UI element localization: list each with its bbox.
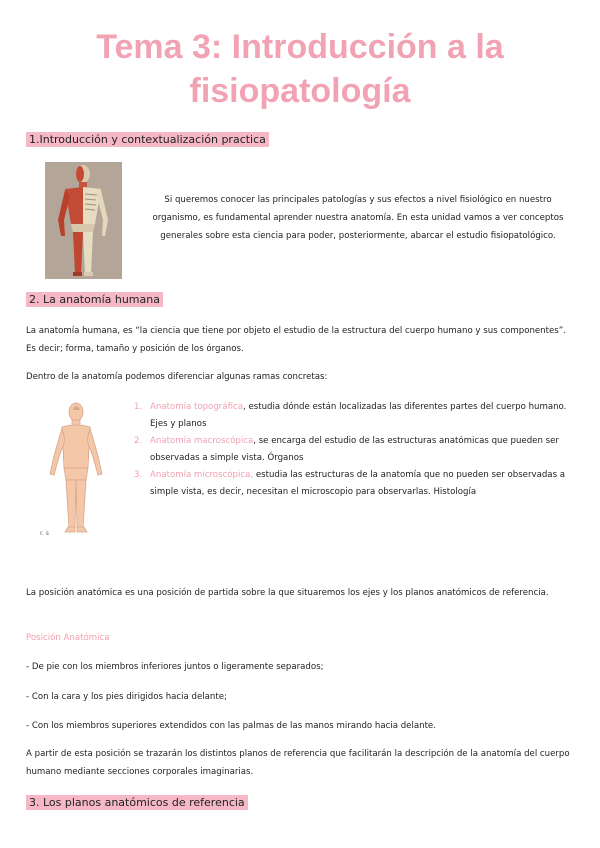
page-title-line-1: Tema 3: Introducción a la: [96, 28, 504, 66]
anatomy-definition-paragraph: La anatomía humana, es “la ciencia que tiene por objeto el estudio de la estructura del cuerpo humano y sus componentes”. Es decir; forma, tamaño y posición de los órganos.: [26, 326, 566, 354]
section-1-paragraph: Si queremos conocer las principales patologías y sus efectos a nivel fisiológico en nuestro organismo, es fundamental aprender nuestra anatomía. En esta unidad vamos a ver conceptos generales sobre esta ciencia para poder, posteriormente, abarcar el estudio fisiopatológico.: [152, 195, 564, 241]
branch-description: , estudia dónde están localizadas las diferentes partes del cuerpo humano. Ejes y planos: [150, 402, 567, 429]
anatomy-branches-list: [134, 399, 570, 501]
branch-term: Anatomía microscópica,: [150, 470, 254, 480]
page-title-line-2: fisiopatología: [189, 72, 411, 110]
branches-intro: Dentro de la anatomía podemos diferenciar algunas ramas concretas:: [26, 372, 328, 382]
list-item-number: 3.: [134, 470, 143, 480]
position-item-2: - Con la cara y los pies dirigidos hacia delante;: [26, 692, 227, 702]
section-3-heading: 3. Los planos anatómicos de referencia: [26, 795, 248, 810]
body-silhouette-svg: [40, 400, 112, 540]
figure-caption: r. s: [40, 530, 49, 537]
position-item-3: - Con los miembros superiores extendidos con las palmas de las manos mirando hacia delante.: [26, 721, 436, 731]
position-item-1: - De pie con los miembros inferiores juntos o ligeramente separados;: [26, 662, 324, 672]
list-item: [134, 433, 570, 467]
branch-description: , se encarga del estudio de las estructuras anatómicas que pueden ser observadas a simple vista. Órganos: [150, 436, 559, 463]
reference-planes-paragraph: A partir de esta posición se trazarán los distintos planos de referencia que facilitarán la descripción de la anatomía del cuerpo humano mediante secciones corporales imaginarias.: [26, 749, 570, 777]
anatomical-position-title: Posición Anatómica: [26, 633, 110, 643]
list-item-number: 1.: [134, 402, 143, 412]
anatomical-position-intro: La posición anatómica es una posición de partida sobre la que situaremos los ejes y los planos anatómicos de referencia.: [26, 588, 549, 598]
section-2-heading: 2. La anatomía humana: [26, 292, 163, 307]
list-item-number: 2.: [134, 436, 143, 446]
skeleton-muscle-figure: [45, 162, 122, 279]
list-item: [134, 467, 570, 501]
section-1-heading: 1.Introducción y contextualización practica: [26, 132, 269, 147]
branch-term: Anatomía topográfica: [150, 402, 243, 412]
human-body-figure: [40, 400, 112, 540]
anatomy-figure-svg: [45, 162, 122, 279]
branch-description: estudia las estructuras de la anatomía que no pueden ser observadas a simple vista, es decir, necesitan el microscopio para observarlas. Histología: [150, 470, 566, 497]
branch-term: Anatomía macroscópica: [150, 436, 254, 446]
list-item: [134, 399, 570, 433]
